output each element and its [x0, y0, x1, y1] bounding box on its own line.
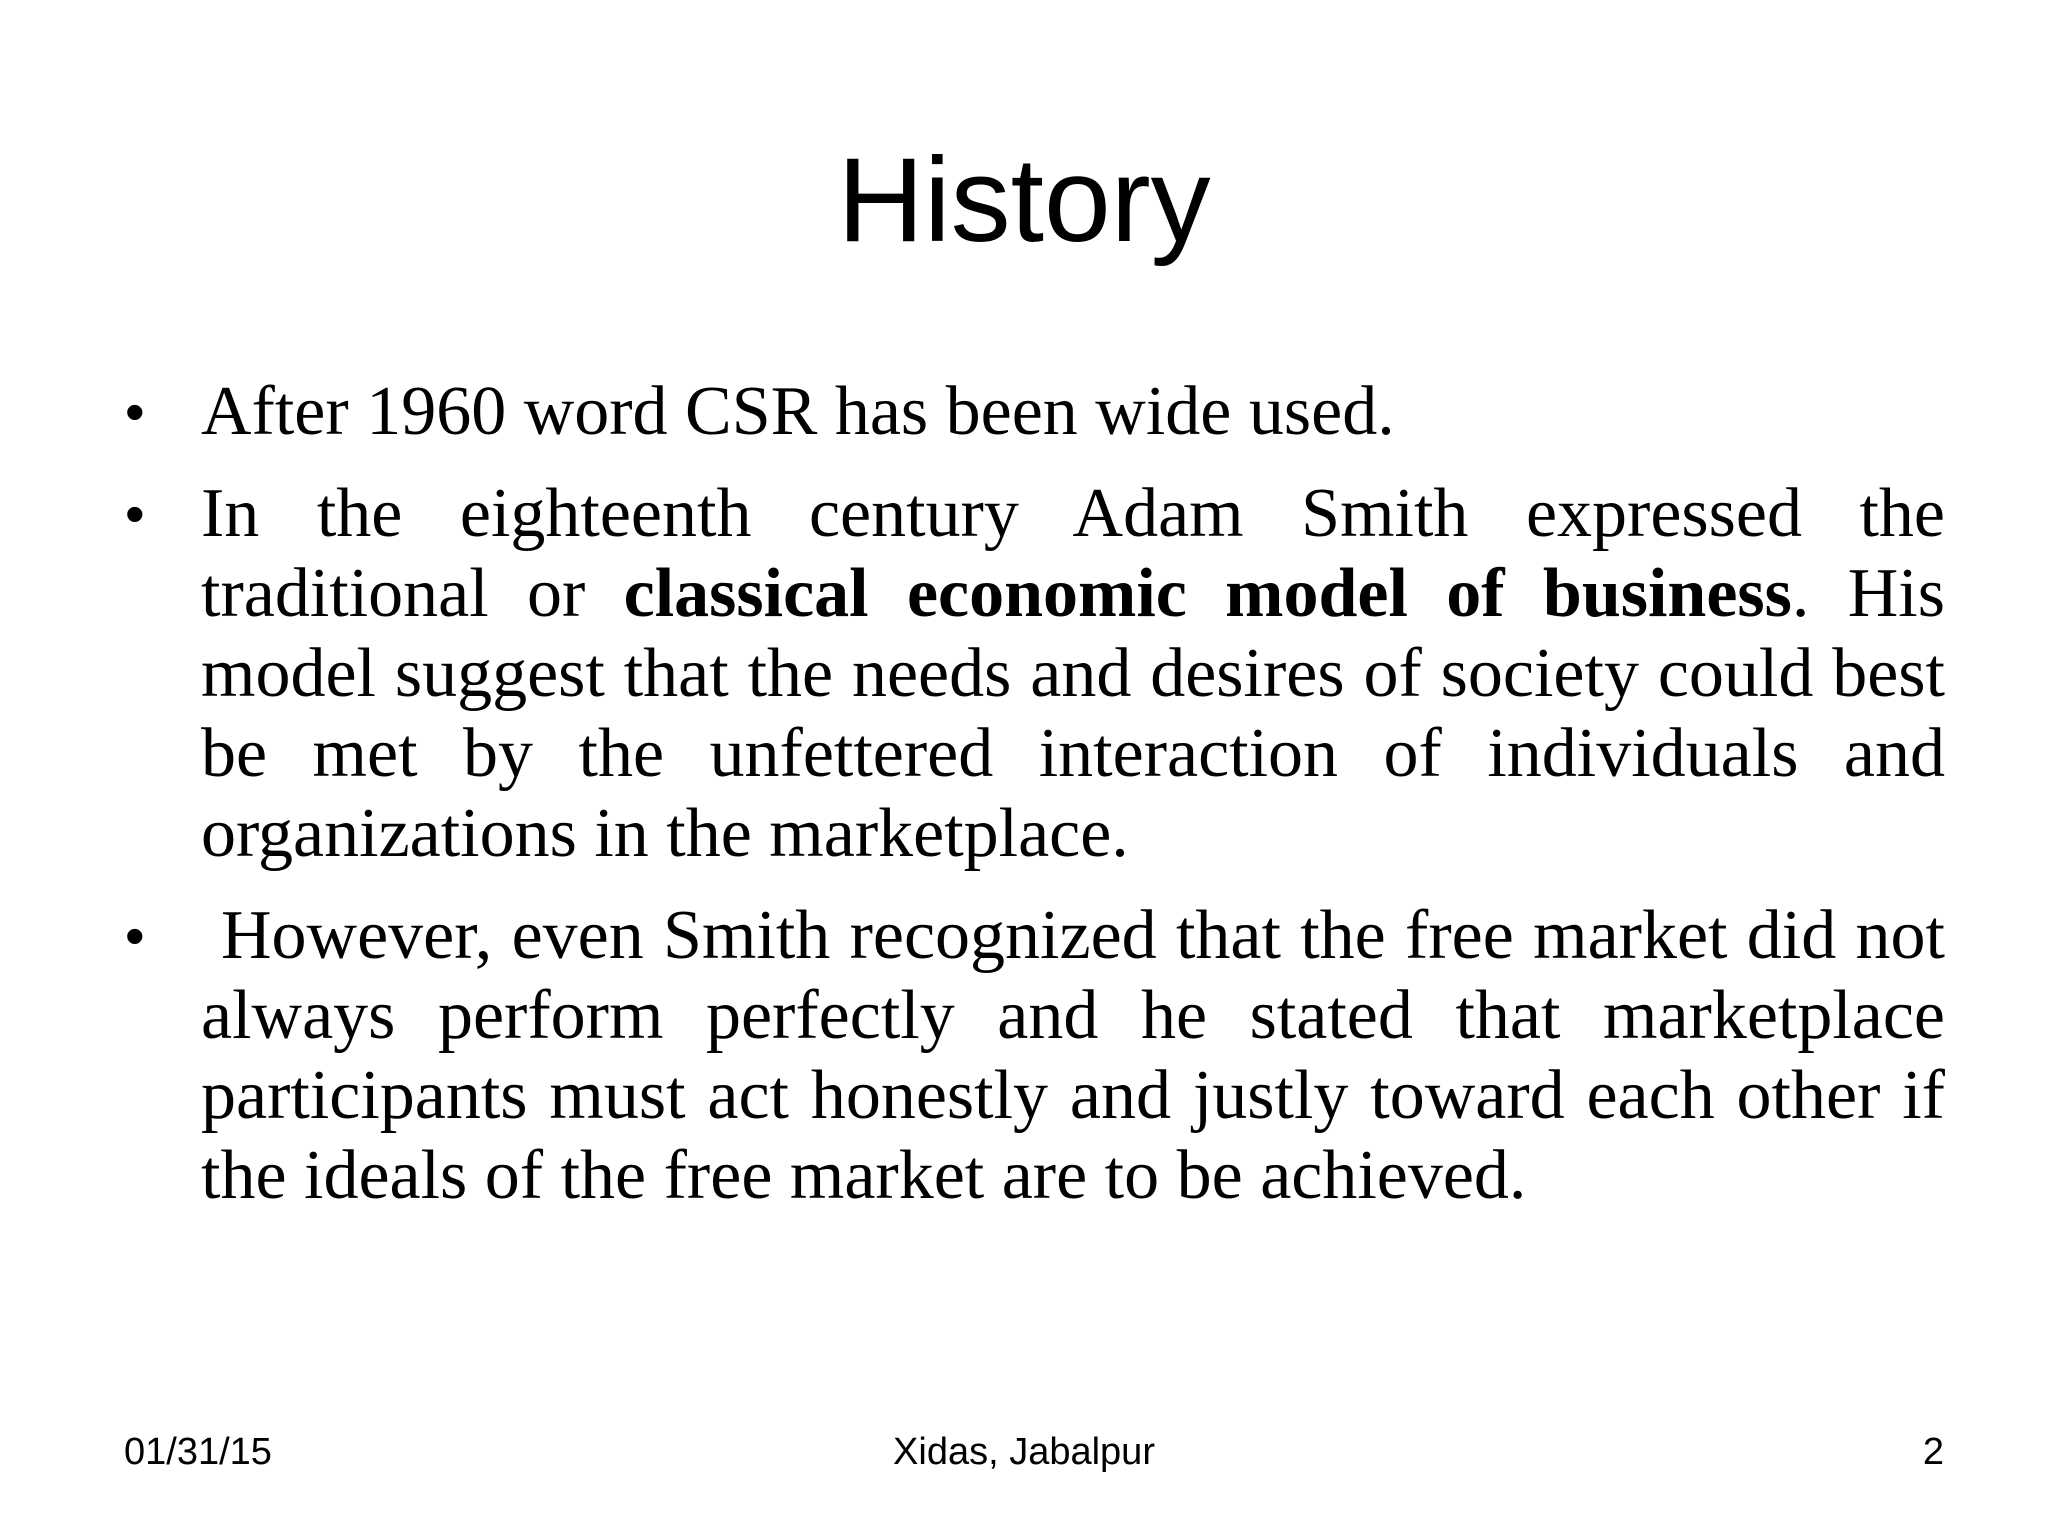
- slide-title: History: [837, 133, 1211, 267]
- bullet-list: [125, 372, 1945, 1238]
- bullet-marker: •: [125, 482, 145, 545]
- bullet-text-part: . His model suggest that the needs and desires of society could best be met by the unfettered interaction of individuals and organizations in the marketplace.: [201, 555, 1945, 872]
- bullet-text-part: In the eighteenth century Adam Smith expressed the traditional or: [201, 475, 1945, 632]
- bullet-text: [201, 475, 1945, 872]
- footer-page-number: 2: [1922, 1431, 1944, 1473]
- bullet-text: After 1960 word CSR has been wide used.: [201, 373, 1395, 450]
- bullet-item-2: [125, 474, 1945, 874]
- bullet-marker: •: [125, 380, 145, 443]
- footer-center-text: Xidas, Jabalpur: [893, 1431, 1155, 1473]
- bullet-marker: •: [125, 904, 145, 967]
- bullet-item-1: [125, 372, 1945, 452]
- bullet-text: However, even Smith recognized that the free market did not always perform perfectly and he stated that marketplace participants must act honestly and justly toward each other if the ideals of the free market are to be achieved.: [201, 897, 1945, 1214]
- bullet-item-3: [125, 896, 1945, 1216]
- footer-date: 01/31/15: [124, 1431, 272, 1473]
- bold-phrase: classical economic model of business: [623, 555, 1792, 632]
